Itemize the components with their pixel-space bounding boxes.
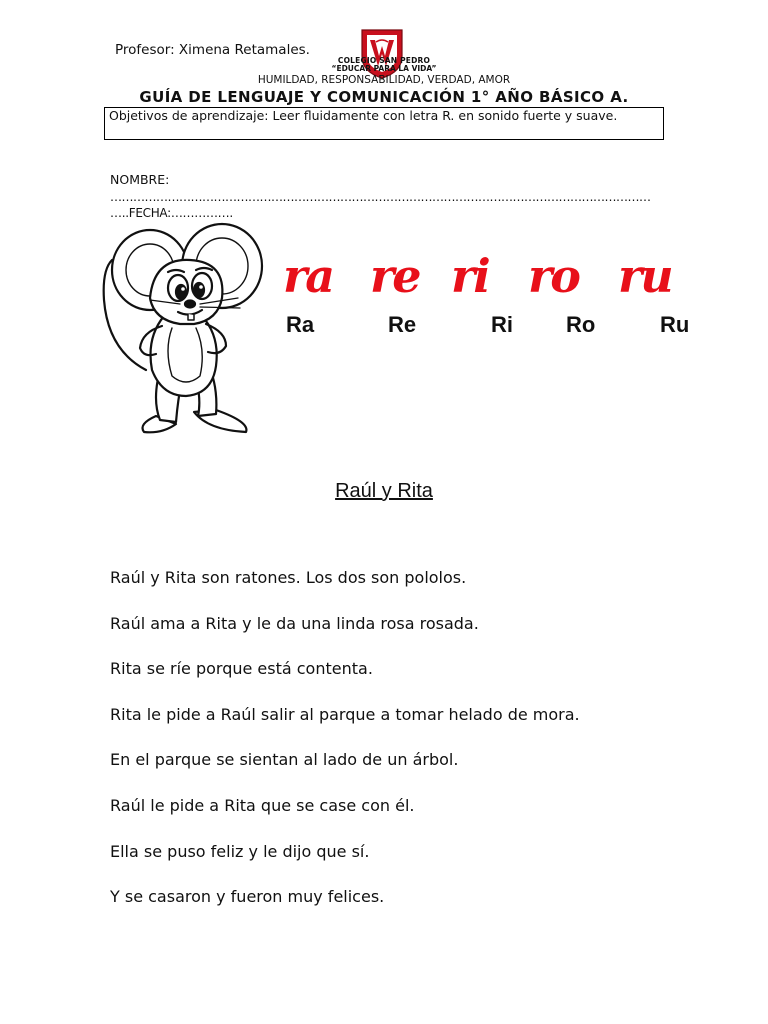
print-syllable-ri: Ri [491, 312, 513, 337]
story-text [110, 566, 730, 931]
school-motto: “EDUCAR PARA LA VIDA” [331, 64, 437, 73]
cursive-syllable-ri: ri [451, 249, 489, 303]
print-syllables-row [283, 312, 713, 344]
story-line: Ella se puso feliz y le dijo que sí. [110, 841, 370, 861]
mouse-illustration [98, 220, 268, 442]
cursive-syllables-row [283, 246, 713, 308]
cursive-syllable-ro: ro [528, 249, 579, 303]
name-label: NOMBRE: [110, 172, 170, 187]
story-title: Raúl y Rita [335, 480, 433, 502]
story-line: Y se casaron y fueron muy felices. [110, 887, 385, 907]
story-line: Raúl le pide a Rita que se case con él. [110, 795, 415, 815]
story-line: Raúl y Rita son ratones. Los dos son pololos. [110, 568, 467, 587]
name-fill-line: …………………………………………………………………………………………………………………………… [110, 190, 651, 204]
cursive-syllable-ra: ra [283, 249, 334, 303]
cursive-syllable-ru: ru [618, 249, 672, 303]
cursive-syllable-re: re [370, 249, 420, 303]
teacher-name: Profesor: Ximena Retamales. [115, 42, 310, 58]
school-name: COLEGIO SAN PEDRO [337, 56, 431, 65]
date-fill-line: …..FECHA:……………. [110, 206, 233, 220]
print-syllable-ro: Ro [566, 312, 596, 337]
objectives-box: Objetivos de aprendizaje: Leer fluidamente con letra R. en sonido fuerte y suave. [104, 107, 664, 140]
school-values: HUMILDAD, RESPONSABILIDAD, VERDAD, AMOR [257, 74, 511, 86]
story-line: Rita le pide a Raúl salir al parque a tomar helado de mora. [110, 704, 580, 724]
story-line: Raúl ama a Rita y le da una linda rosa rosada. [110, 613, 479, 633]
story-line: Rita se ríe porque está contenta. [110, 659, 373, 679]
print-syllable-ru: Ru [660, 312, 690, 337]
story-line: En el parque se sientan al lado de un árbol. [110, 750, 459, 770]
guide-title: GUÍA DE LENGUAJE Y COMUNICACIÓN 1° AÑO BÁSICO A. [139, 88, 629, 106]
print-syllable-re: Re [388, 312, 417, 337]
print-syllable-ra: Ra [286, 312, 315, 337]
